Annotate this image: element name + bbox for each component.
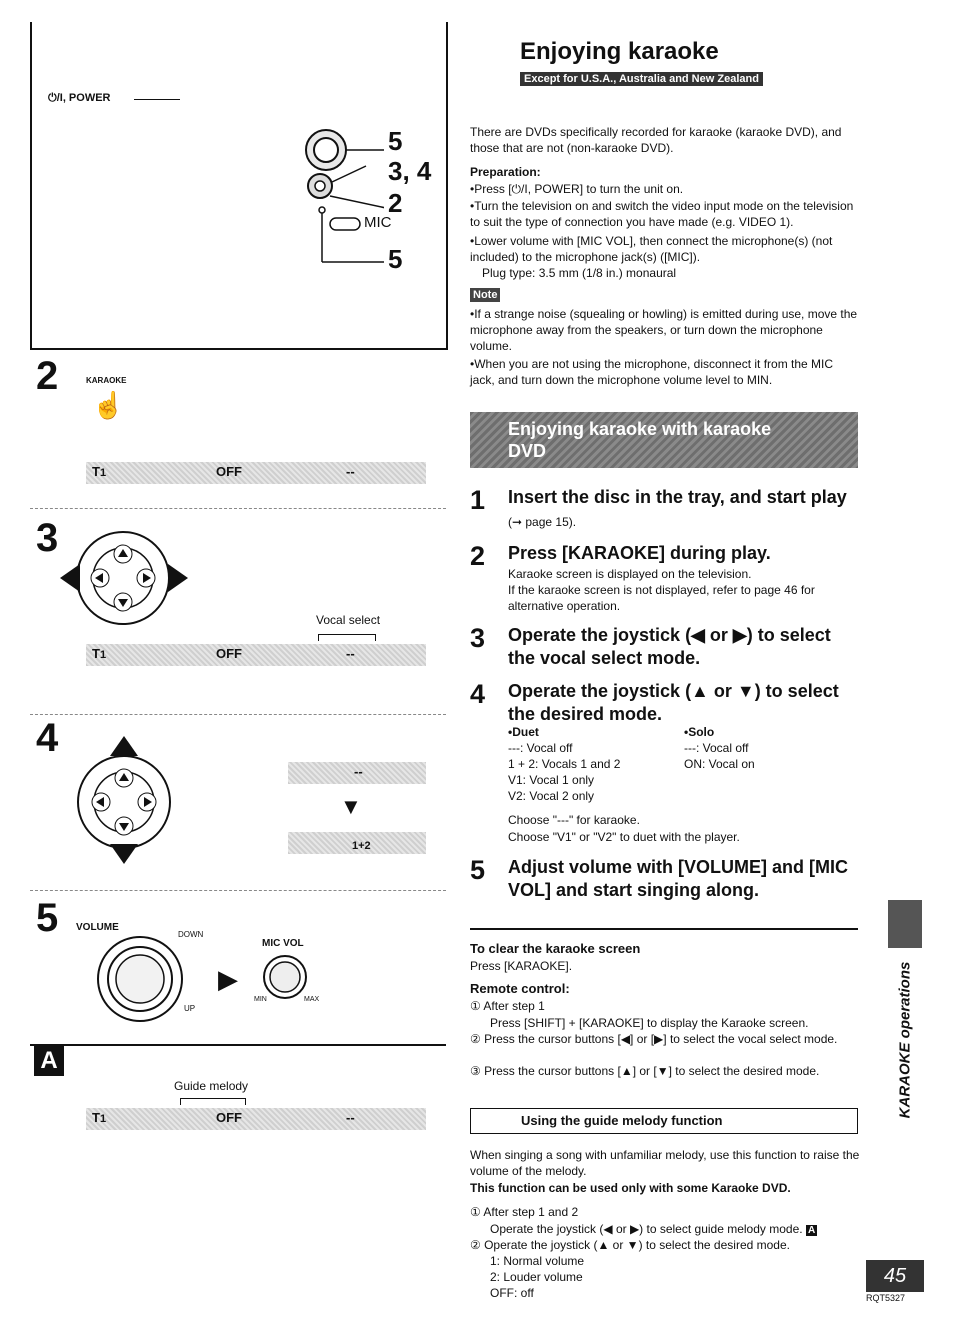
duet-row: V1: Vocal 1 only — [508, 773, 595, 787]
step4-number: 4 — [36, 716, 59, 760]
hand-press-icon: ☝ — [92, 390, 125, 420]
step-2-sub1: Karaoke screen is displayed on the television. — [508, 567, 752, 581]
doc-code: RQT5327 — [866, 1293, 906, 1303]
guide-level-off: OFF: off — [490, 1286, 534, 1300]
callout-3-4: 3, 4 — [388, 156, 432, 186]
step-2-sub2: If the karaoke screen is not displayed, refer to page 46 for alternative operation. — [508, 583, 815, 613]
osd-track: T1 — [92, 1110, 107, 1125]
step-2 — [470, 541, 862, 571]
prep-item-3: • Lower volume with [MIC VOL], then connect the microphone(s) (not included) to the microphone jack(s) ([MIC]). — [470, 233, 860, 265]
note-label: Note — [470, 288, 500, 302]
duet-row: 1 + 2: Vocals 1 and 2 — [508, 757, 621, 771]
joystick-up-down-icon — [66, 736, 186, 866]
clear-heading: To clear the karaoke screen — [470, 941, 641, 956]
step2-number: 2 — [36, 354, 59, 398]
guide-level-2: 2: Louder volume — [490, 1270, 583, 1284]
solo-row: ON: Vocal on — [684, 757, 755, 771]
guide-melody-bracket — [180, 1098, 246, 1105]
preparation-heading: Preparation: — [470, 165, 541, 179]
osd-vocal-dash: -- — [354, 764, 363, 779]
page-number: 45 — [866, 1260, 924, 1292]
joystick-left-right-icon — [60, 526, 190, 636]
arrow-down-icon: ▼ — [340, 794, 362, 819]
remote-item-2: ② Press the cursor buttons [◀] or [▶] to select the vocal select mode. — [470, 1032, 838, 1046]
step3-number: 3 — [36, 516, 59, 560]
side-tab-block — [888, 900, 922, 948]
step-4 — [470, 680, 862, 730]
step-4-text: Operate the joystick (▲ or ▼) to select the desired mode. — [508, 681, 839, 724]
note-1: • If a strange noise (squealing or howling) is emitted during use, move the microphone away from the speakers, or turn down the microphone volume. — [470, 306, 860, 354]
step-1-number: 1 — [470, 485, 486, 515]
prep-item-2: • Turn the television on and switch the video input mode on the television to suit the type of connection you have made (e.g. VIDEO 1). — [470, 198, 860, 230]
divider-3 — [30, 890, 446, 891]
remote-item-1: ① After step 1 — [470, 999, 545, 1013]
max-label: MAX — [304, 996, 320, 1003]
solo-row: ---: Vocal off — [684, 741, 749, 755]
remote-item-1b: Press [SHIFT] + [KARAOKE] to display the Karaoke screen. — [490, 1016, 809, 1030]
section-a-rule — [30, 1044, 446, 1046]
power-leader-line — [134, 99, 180, 100]
intro-text: There are DVDs specifically recorded for karaoke (karaoke DVD), and those that are not (non-karaoke DVD). — [470, 125, 842, 155]
osd-bar-section-a — [86, 1108, 426, 1130]
play-arrow-icon: ▶ — [218, 964, 238, 994]
step-1-ref: (➞ page 15). — [508, 515, 577, 529]
step-4-number: 4 — [470, 679, 486, 709]
solo-heading: • Solo — [684, 724, 714, 740]
step-2-text: Press [KARAOKE] during play. — [508, 543, 771, 563]
divider-2 — [30, 714, 446, 715]
osd-off: OFF — [216, 1110, 242, 1125]
guide-box-title: Using the guide melody function — [521, 1113, 723, 1128]
osd-bar-step2 — [86, 462, 426, 484]
section-rule — [470, 928, 858, 930]
guide-item-1b: Operate the joystick (◀ or ▶) to select guide melody mode. A — [490, 1222, 816, 1236]
step-3 — [470, 624, 862, 674]
up-label: UP — [184, 1004, 196, 1013]
side-tab-label: KARAOKE operations — [896, 961, 914, 1119]
osd-vocal-dash: -- — [346, 464, 355, 479]
guide-melody-caption: Guide melody — [174, 1079, 249, 1093]
callout-5a: 5 — [388, 126, 403, 156]
osd-off: OFF — [216, 464, 242, 479]
mic-vol-label: MIC VOL — [262, 938, 304, 949]
step-3-text: Operate the joystick (◀ or ▶) to select the vocal select mode. — [508, 625, 831, 668]
remote-heading: Remote control: — [470, 981, 570, 996]
mic-vol-knob-icon — [262, 954, 308, 1000]
guide-level-1: 1: Normal volume — [490, 1254, 585, 1268]
divider-1 — [30, 508, 446, 509]
callout-mic: MIC — [364, 214, 392, 231]
step-3-number: 3 — [470, 623, 486, 653]
guide-bold: This function can be used only with some Karaoke DVD. — [470, 1181, 791, 1195]
step-1 — [470, 486, 862, 536]
page-title: Enjoying karaoke — [520, 38, 719, 65]
vocal-select-bracket — [318, 634, 376, 641]
prep-item-1: • Press [⏻/I, POWER] to turn the unit on. — [470, 181, 860, 197]
osd-mode-value: 1+2 — [352, 840, 371, 852]
step-2-number: 2 — [470, 541, 486, 571]
power-label: ⏻/I, POWER — [48, 92, 111, 104]
osd-vocal-dash: -- — [346, 1110, 355, 1125]
section-banner — [470, 412, 858, 468]
clear-text: Press [KARAOKE]. — [470, 959, 573, 973]
region-banner: Except for U.S.A., Australia and New Zealand — [520, 72, 763, 86]
duet-heading: • Duet — [508, 724, 539, 740]
osd-off: OFF — [216, 646, 242, 661]
volume-dial-icon — [92, 936, 188, 1022]
down-label: DOWN — [178, 930, 204, 939]
remote-item-3: ③ Press the cursor buttons [▲] or [▼] to select the desired mode. — [470, 1064, 820, 1078]
callout-5b: 5 — [388, 244, 403, 274]
prep-item-4: Plug type: 3.5 mm (1/8 in.) monaural — [482, 266, 677, 280]
section-banner-text: Enjoying karaoke with karaoke DVD — [508, 419, 772, 461]
osd-vocal-box-after — [288, 832, 426, 854]
min-label: MIN — [254, 996, 267, 1003]
osd-track: T1 — [92, 646, 107, 661]
osd-track: T1 — [92, 464, 107, 479]
section-a-badge: A — [34, 1046, 64, 1076]
note-2: • When you are not using the microphone, disconnect it from the MIC jack, and turn down the microphone volume level to MIN. — [470, 356, 860, 388]
osd-vocal-dash: -- — [346, 646, 355, 661]
karaoke-button-label: KARAOKE — [86, 376, 127, 385]
guide-intro: When singing a song with unfamiliar melody, use this function to raise the volume of the melody. — [470, 1148, 860, 1178]
duet-row: V2: Vocal 2 only — [508, 789, 595, 803]
guide-item-2: ② Operate the joystick (▲ or ▼) to select the desired mode. — [470, 1238, 790, 1252]
duet-row: ---: Vocal off — [508, 741, 573, 755]
step-5-number: 5 — [470, 855, 486, 885]
step-5 — [470, 856, 862, 906]
front-panel-illustration — [30, 22, 448, 350]
guide-item-1: ① After step 1 and 2 — [470, 1205, 579, 1219]
step5-number: 5 — [36, 896, 59, 940]
osd-bar-step3 — [86, 644, 426, 666]
callout-2: 2 — [388, 188, 403, 218]
step-1-text: Insert the disc in the tray, and start play (➞ page 15). — [508, 487, 847, 529]
guide-a-badge: A — [807, 1225, 816, 1236]
guide-box — [470, 1108, 858, 1134]
step-5-text: Adjust volume with [VOLUME] and [MIC VOL] and start singing along. — [508, 857, 848, 900]
panel-knobs-icon — [294, 122, 384, 302]
choose-karaoke: Choose "---" for karaoke. — [508, 813, 640, 827]
osd-vocal-box-before — [288, 762, 426, 784]
choose-duet: Choose "V1" or "V2" to duet with the player. — [508, 830, 740, 844]
vocal-select-caption: Vocal select — [316, 613, 381, 627]
volume-label: VOLUME — [76, 922, 119, 933]
